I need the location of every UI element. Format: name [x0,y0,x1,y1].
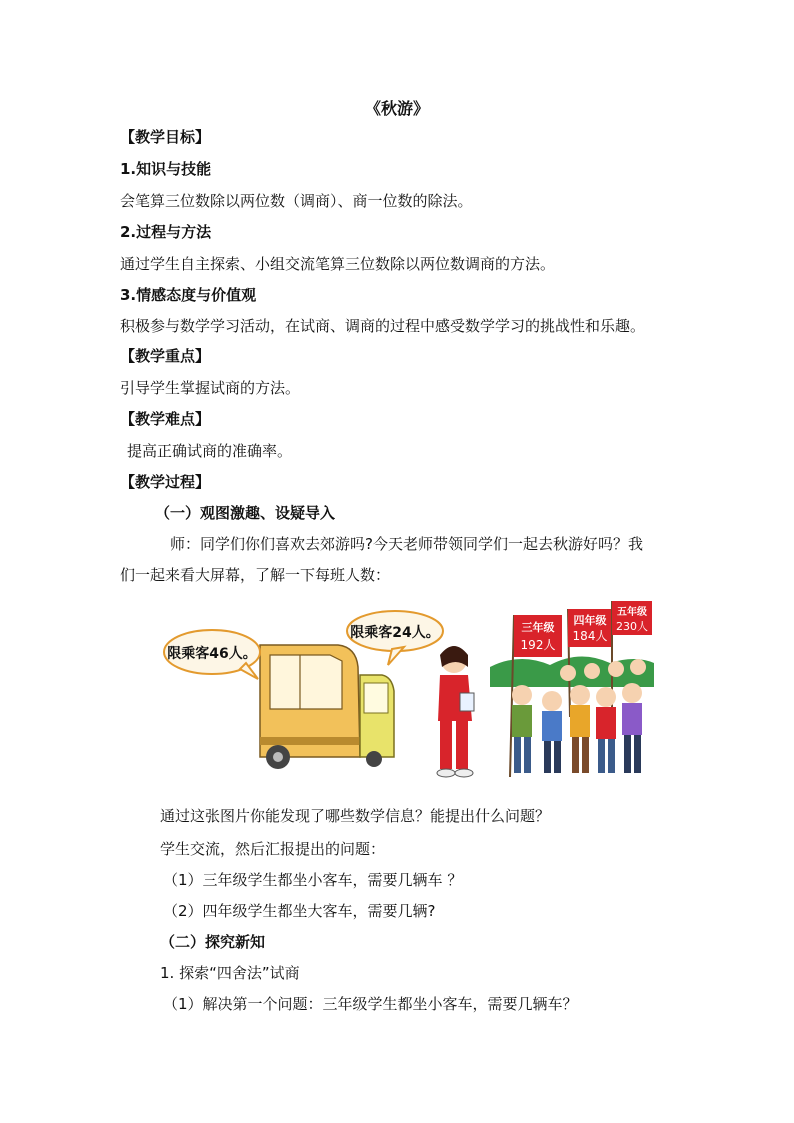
section2-title: （二）探究新知 [160,933,266,951]
teacher-line-2: 们一起来看大屏幕，了解一下每班人数： [120,566,391,584]
question-2: （2）四年级学生都坐大客车，需要几辆? [163,902,436,920]
difficulty-header: 【教学难点】 [120,410,211,428]
page-title: 《秋游》 [364,99,429,118]
goal1-text: 会笔算三位数除以两位数（调商）、商一位数的除法。 [120,192,473,210]
student-report: 学生交流，然后汇报提出的问题： [160,840,386,858]
flag3-count: 230人 [616,620,648,633]
key-header: 【教学重点】 [120,347,211,365]
goals-header: 【教学目标】 [120,128,211,146]
flag1-grade: 三年级 [521,621,555,634]
goal2-title: 2.过程与方法 [120,223,212,241]
goal3-title: 3.情感态度与价值观 [120,286,257,304]
flag2-count: 184人 [572,629,608,643]
autumn-trip-illustration [160,597,654,785]
flag3-grade: 五年级 [617,607,647,618]
speech-bubble-small [347,611,443,665]
question-1: （1）三年级学生都坐小客车，需要几辆车 ？ [163,871,463,889]
bubble-small-text: 限乘客24人。 [350,625,440,641]
teacher-figure [437,646,474,777]
big-bus [260,645,360,769]
flag1-count: 192人 [520,638,556,652]
small-bus [360,675,394,767]
process-header: 【教学过程】 [120,473,211,491]
difficulty-text: 提高正确试商的准确率。 [127,442,293,460]
goal1-title: 1.知识与技能 [120,160,212,178]
teacher-line-1: 师：同学们你们喜欢去郊游吗?今天老师带领同学们一起去秋游好吗？我 [170,535,643,553]
flag2-grade: 四年级 [573,614,607,627]
explore-question-1: （1）解决第一个问题：三年级学生都坐小客车，需要几辆车？ [163,995,578,1013]
key-text: 引导学生掌握试商的方法。 [120,379,301,397]
speech-bubble-big [164,630,260,679]
explore-title: 1. 探索“四舍法”试商 [160,964,300,982]
question-prompt: 通过这张图片你能发现了哪些数学信息？能提出什么问题？ [160,807,551,825]
goal3-text: 积极参与数学学习活动，在试商、调商的过程中感受数学学习的挑战性和乐趣。 [120,317,646,335]
bubble-big-text: 限乘客46人。 [167,646,257,662]
goal2-text: 通过学生自主探索、小组交流笔算三位数除以两位数调商的方法。 [120,255,556,273]
section1-title: （一）观图激趣、设疑导入 [155,504,336,522]
